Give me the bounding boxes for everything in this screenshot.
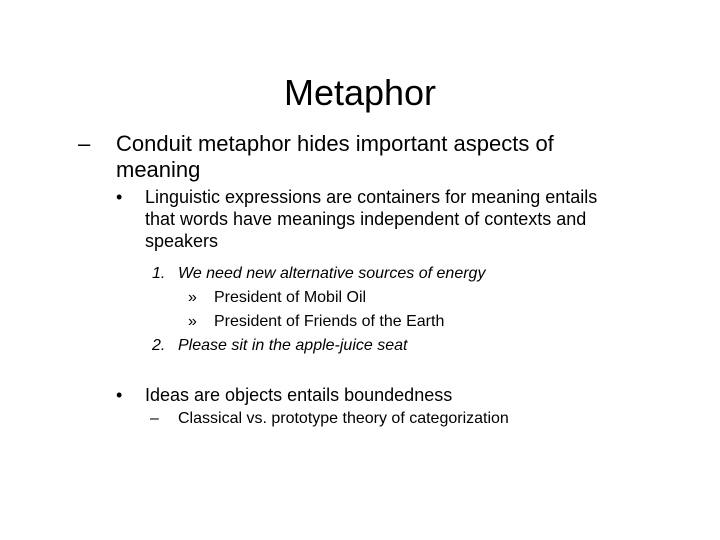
bullet2-text: Ideas are objects entails boundedness	[145, 385, 453, 405]
subitem-text: President of Mobil Oil	[214, 289, 367, 306]
example-2-text: Please sit in the apple-juice seat	[178, 337, 408, 354]
bullet-marker: •	[116, 385, 123, 405]
sub-bullet-text: Classical vs. prototype theory of categorization	[178, 410, 509, 427]
point-dash-marker: –	[78, 131, 91, 156]
subitem-text: President of Friends of the Earth	[214, 313, 445, 330]
subitem-marker: »	[188, 313, 197, 330]
sub-dash-marker: –	[150, 410, 159, 427]
bullet-marker: •	[116, 187, 123, 207]
bullet1-line-3: speakers	[145, 231, 219, 251]
example-1-text: We need new alternative sources of energy	[178, 265, 486, 282]
point-line-2: meaning	[116, 157, 201, 182]
example-1-number: 1.	[152, 265, 166, 282]
example-2-number: 2.	[152, 337, 166, 354]
subitem-marker: »	[188, 289, 197, 306]
bullet1-line-2: that words have meanings independent of contexts and	[145, 209, 587, 229]
slide-title: Metaphor	[283, 72, 437, 113]
point-line-1: Conduit metaphor hides important aspects of	[116, 131, 554, 156]
bullet1-line-1: Linguistic expressions are containers for meaning entails	[145, 187, 598, 207]
